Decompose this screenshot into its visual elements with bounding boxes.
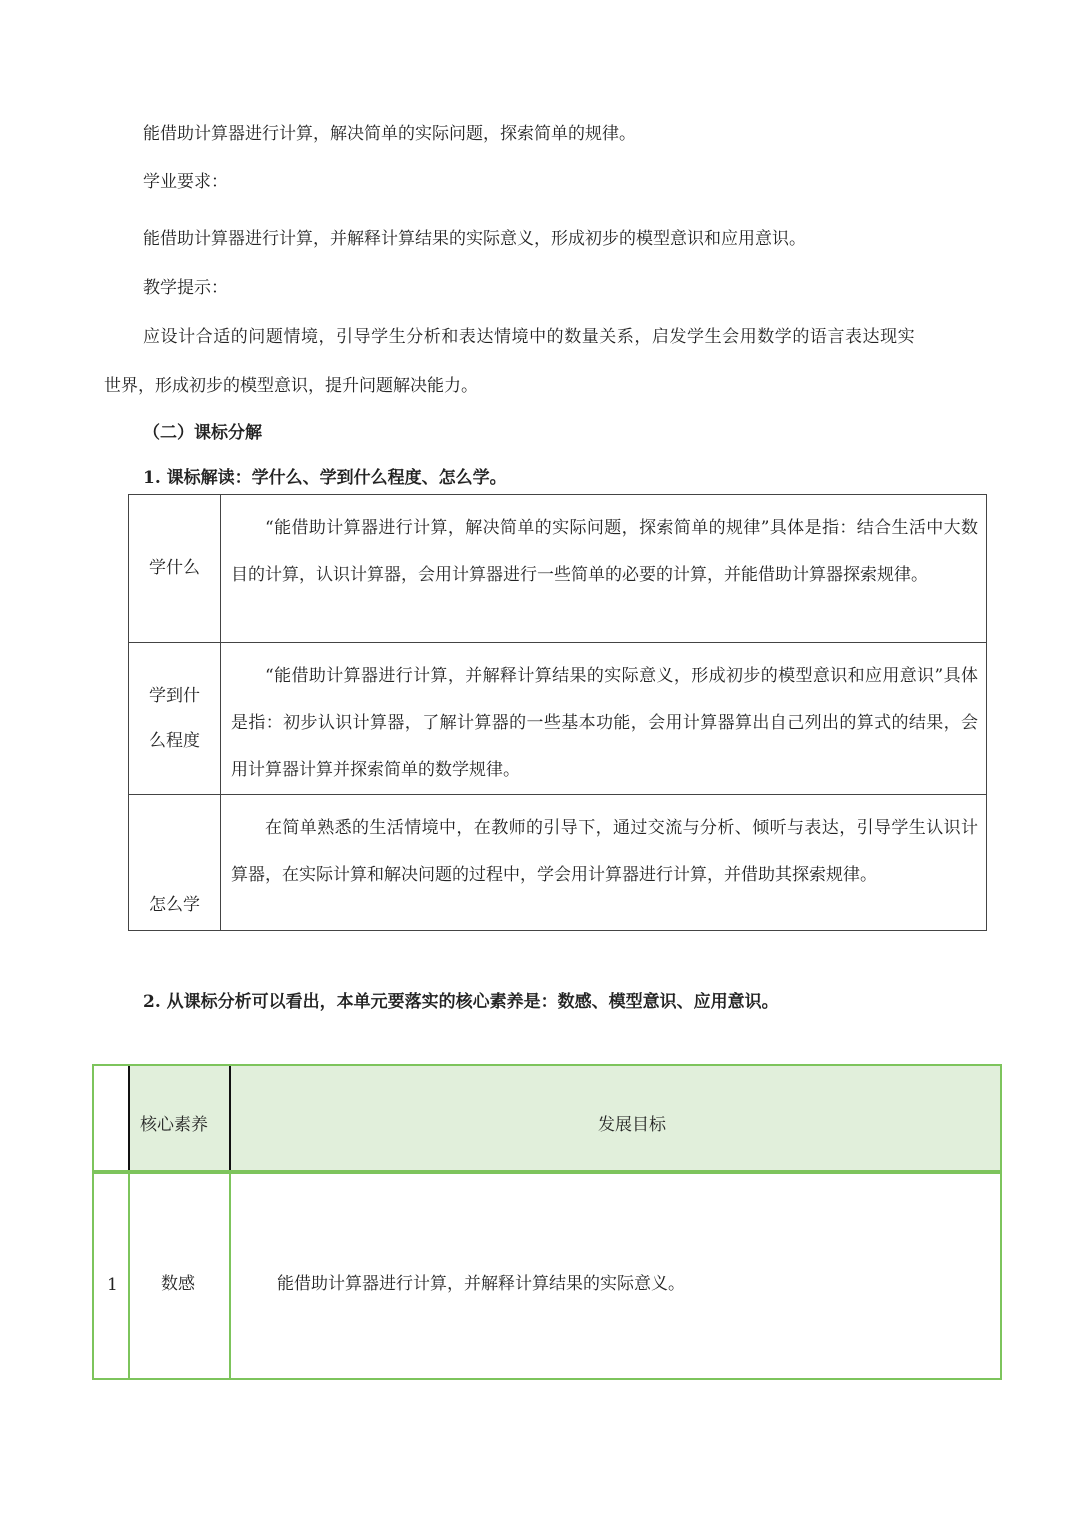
divider	[229, 1066, 231, 1172]
divider	[229, 1170, 231, 1378]
academic-req-label: 学业要求：	[143, 172, 228, 192]
table-row	[129, 643, 987, 795]
section-heading: （二）课标分解	[143, 423, 262, 443]
literacy-name: 数感	[161, 1274, 195, 1294]
core-literacy-table	[92, 1064, 1002, 1380]
table-row	[129, 495, 987, 643]
curriculum-table	[128, 494, 987, 931]
row-text: “能借助计算器进行计算，解决简单的实际问题，探索简单的规律”具体是指：结合生活中大数目的计算，认识计算器，会用计算器进行一些简单的必要的计算，并能借助计算器探索规律。	[221, 495, 987, 643]
section-item-2: 2. 从课标分析可以看出，本单元要落实的核心素养是：数感、模型意识、应用意识。	[143, 992, 779, 1012]
row-text: 在简单熟悉的生活情境中，在教师的引导下，通过交流与分析、倾听与表达，引导学生认识计算器，在实际计算和解决问题的过程中，学会用计算器进行计算，并借助其探索规律。	[221, 795, 987, 931]
header-background	[130, 1066, 1000, 1170]
paragraph-academic-req: 能借助计算器进行计算，并解释计算结果的实际意义，形成初步的模型意识和应用意识。	[143, 229, 806, 249]
row-label: 学到什 么程度	[129, 643, 221, 795]
section-item-1: 1. 课标解读：学什么、学到什么程度、怎么学。	[143, 468, 507, 488]
row-label: 怎么学	[129, 795, 221, 931]
paragraph-teaching-tip-line2: 世界，形成初步的模型意识，提升问题解决能力。	[104, 376, 478, 396]
divider	[128, 1170, 130, 1378]
row-number: 1	[107, 1275, 118, 1295]
header-core-literacy: 核心素养	[140, 1115, 208, 1135]
row-label: 学什么	[129, 495, 221, 643]
divider	[128, 1066, 130, 1172]
literacy-goal: 能借助计算器进行计算，并解释计算结果的实际意义。	[277, 1274, 685, 1294]
teaching-tip-label: 教学提示：	[143, 278, 228, 298]
header-development-goal: 发展目标	[598, 1115, 666, 1135]
paragraph-content-req: 能借助计算器进行计算，解决简单的实际问题，探索简单的规律。	[143, 124, 636, 144]
table-row	[129, 795, 987, 931]
paragraph-teaching-tip-line1: 应设计合适的问题情境，引导学生分析和表达情境中的数量关系，启发学生会用数学的语言表达现实	[143, 327, 916, 347]
row-text: “能借助计算器进行计算，并解释计算结果的实际意义，形成初步的模型意识和应用意识”具体是指：初步认识计算器，了解计算器的一些基本功能，会用计算器算出自己列出的算式的结果，会用计算器计算并探索简单的数学规律。	[221, 643, 987, 795]
